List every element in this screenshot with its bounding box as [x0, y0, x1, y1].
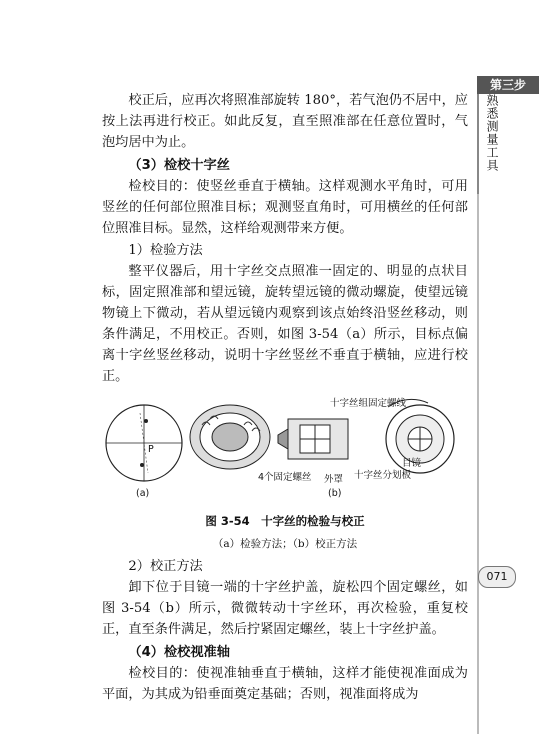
callout-eyepiece: 目镜 [402, 458, 422, 469]
callout-four-screws: 4个固定螺丝 [258, 472, 312, 483]
section-heading: （4）检校视准轴 [128, 645, 230, 660]
callout-plate: 十字丝分划板 [354, 470, 412, 481]
paragraph: 校正后，应再次将照准部旋转 180°，若气泡仍不居中，应按上法再进行校正。如此反复，直至照准部在任意位置时，气泡均居中为止。 [102, 93, 468, 150]
paragraph: 检校目的：使竖丝垂直于横轴。这样观测水平角时，可用竖丝的任何部位照准目标；观测竖直角时，可用横丝的任何部位照准目标。显然，这样给观测带来方便。 [102, 179, 468, 236]
paragraph: 卸下位于目镜一端的十字丝护盖，旋松四个固定螺丝，如图 3-54（b）所示，微微转动十字丝环，再次检验，重复校正，直至条件满足，然后拧紧固定螺丝，装上十字丝护盖。 [102, 580, 468, 637]
figure-illustration [102, 395, 468, 505]
figure-subcaption: （a）检验方法；（b）校正方法 [212, 538, 358, 550]
page-number: 071 [478, 566, 516, 588]
callout-cover: 外罩 [324, 474, 344, 485]
figure-label-b: (b) [328, 488, 342, 499]
figure-label-a: (a) [136, 488, 150, 499]
point-label: P [148, 444, 154, 455]
section-heading: （3）检校十字丝 [128, 158, 230, 173]
figure-caption: 图 3-54 十字丝的检验与校正 [205, 514, 365, 528]
subsection-heading: 2）校正方法 [128, 559, 203, 574]
side-tab-section: 熟悉测量工具 [477, 94, 501, 194]
paragraph: 检校目的：使视准轴垂直于横轴，这样才能使视准面成为平面，为其成为铅垂面奠定基础；否则，视准面将成为 [102, 666, 468, 702]
subsection-heading: 1）检验方法 [128, 243, 203, 258]
side-tab-step: 第三步 [477, 76, 539, 94]
paragraph: 整平仪器后，用十字丝交点照准一固定的、明显的点状目标，固定照准部和望远镜，旋转望远镜的微动螺旋，使望远镜物镜上下微动，若从望远镜内观察到该点始终沿竖丝移动，则条件满足，不用校正。否则，如图 3-54（a）所示，目标点偏离十字丝竖丝移动，说明十字丝竖丝不垂直于横轴，应进行校正。 [102, 264, 468, 384]
figure-3-54 [102, 395, 468, 505]
body-text [102, 90, 468, 705]
callout-screw: 十字丝组固定螺线 [330, 398, 407, 409]
